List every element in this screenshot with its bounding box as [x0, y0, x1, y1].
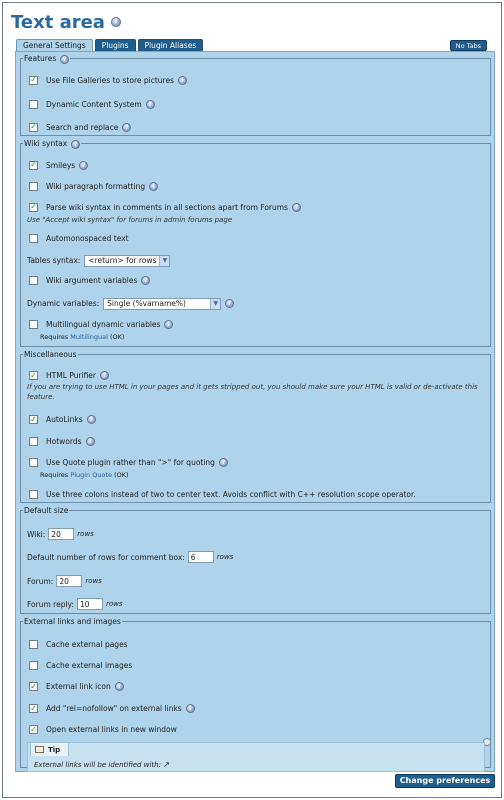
requires-suffix: (OK) [114, 471, 129, 479]
checkbox[interactable]: ✓ [30, 75, 37, 84]
help-icon[interactable]: ? [111, 17, 121, 27]
ext-nofollow [29, 704, 195, 713]
ext-new-window [29, 725, 177, 734]
info-icon[interactable]: i [115, 682, 124, 691]
dynamic-vars-value: Single (%varname%) [107, 299, 186, 308]
default-size-legend: Default size [24, 506, 69, 515]
tables-syntax-label: Tables syntax: [27, 256, 81, 265]
wiki-argvars [29, 276, 150, 285]
help-icon[interactable]: ? [71, 140, 80, 149]
feature-search-replace-label: Search and replace [46, 122, 119, 132]
help-icon[interactable]: ? [219, 458, 228, 467]
help-icon[interactable]: ? [292, 203, 301, 212]
dynamic-vars-select[interactable] [103, 298, 221, 310]
size-forum-row [27, 575, 102, 587]
checkbox[interactable] [29, 661, 38, 670]
checkbox[interactable]: ✓ [30, 202, 37, 211]
help-icon[interactable]: ? [79, 161, 88, 170]
size-forum-input[interactable]: 20 [56, 575, 82, 587]
features-legend: Features [24, 54, 57, 63]
checkbox[interactable] [29, 320, 38, 329]
checkbox[interactable]: ✓ [30, 160, 37, 169]
help-icon[interactable]: ? [100, 371, 109, 380]
checkbox[interactable]: ✓ [30, 681, 37, 691]
rows-unit: rows [105, 600, 123, 608]
wiki-paragraph [29, 182, 158, 191]
feature-file-galleries [29, 76, 187, 85]
size-comment-row [27, 551, 233, 563]
tab-plugins[interactable]: Plugins [95, 39, 136, 52]
feature-file-galleries-label: Use File Galleries to store pictures [46, 75, 174, 85]
tab-plugin-aliases[interactable]: Plugin Aliases [138, 39, 204, 52]
checkbox[interactable] [29, 640, 38, 649]
tab-general-settings[interactable]: General Settings [16, 39, 93, 52]
size-comment-label: Default number of rows for comment box: [27, 552, 185, 562]
ext-cache-images-label: Cache external images [46, 661, 133, 670]
size-reply-label: Forum reply: [27, 599, 74, 609]
checkbox[interactable] [29, 234, 38, 243]
wiki-multidyn-label: Multilingual dynamic variables [46, 319, 161, 329]
wiki-syntax-fieldset [20, 139, 491, 347]
multidyn-requires [40, 333, 124, 341]
size-wiki-input[interactable]: 20 [48, 528, 74, 540]
quote-requires [40, 471, 129, 479]
help-icon[interactable]: ? [86, 437, 95, 446]
ext-cache-pages-label: Cache external pages [46, 640, 128, 649]
wiki-parse-comments [29, 203, 301, 212]
size-reply-row [27, 598, 123, 610]
rows-unit: rows [77, 530, 94, 538]
help-icon[interactable]: ? [60, 55, 69, 64]
misc-hotwords-label: Hotwords [46, 437, 82, 446]
info-icon[interactable]: i [186, 704, 195, 713]
checkbox[interactable]: ✓ [30, 724, 37, 734]
tip-text-row [34, 760, 170, 769]
size-comment-input[interactable]: 6 [188, 551, 214, 563]
ext-nofollow-label: Add "rel=nofollow" on external links [46, 704, 182, 713]
help-icon[interactable]: ? [225, 299, 234, 308]
misc-purifier [29, 371, 109, 380]
page-frame [2, 2, 502, 798]
no-tabs-button[interactable]: No Tabs [450, 40, 487, 51]
misc-purifier-label: HTML Purifier [46, 371, 96, 380]
purifier-note-2: feature. [27, 393, 55, 401]
help-icon[interactable]: ? [141, 276, 150, 285]
checkbox[interactable] [29, 100, 38, 109]
checkbox[interactable]: ✓ [30, 703, 37, 713]
wiki-parse-comments-label: Parse wiki syntax in comments in all sections apart from Forums [46, 202, 288, 212]
title-row [11, 9, 121, 35]
external-link-icon: ↗ [163, 760, 170, 769]
wiki-multidyn [29, 320, 173, 329]
wiki-argvars-label: Wiki argument variables [46, 275, 138, 285]
dynamic-vars-row [27, 298, 234, 310]
requires-suffix: (OK) [110, 332, 125, 341]
ext-link-icon-label: External link icon [46, 682, 111, 691]
tables-syntax-value: <return> for rows [88, 256, 157, 265]
help-icon[interactable]: ? [87, 415, 96, 424]
wiki-smileys-label: Smileys [46, 160, 76, 170]
size-wiki-row [27, 528, 94, 540]
misc-autolinks [29, 415, 96, 424]
wiki-automono [29, 234, 129, 243]
rows-unit: rows [216, 553, 234, 561]
change-preferences-button[interactable]: Change preferences [395, 774, 495, 788]
misc-quote-label: Use Quote plugin rather than ">" for quoting [46, 458, 215, 467]
size-forum-label: Forum: [27, 576, 54, 586]
tip-header [30, 742, 69, 756]
feature-dynamic-content [29, 100, 155, 109]
checkbox[interactable] [29, 458, 38, 467]
feature-dynamic-content-label: Dynamic Content System [46, 99, 142, 109]
tip-title: Tip [48, 745, 61, 754]
rows-unit: rows [85, 577, 102, 585]
wiki-automono-label: Automonospaced text [46, 233, 129, 243]
checkbox[interactable] [29, 276, 38, 285]
wiki-parse-note: Use "Accept wiki syntax" for forums in admin forums page [27, 215, 233, 224]
chevron-down-icon: ▼ [159, 256, 169, 266]
plugin-quote-link[interactable]: Plugin Quote [70, 471, 113, 479]
size-reply-input[interactable]: 10 [77, 598, 103, 610]
misc-colons [29, 490, 416, 499]
checkbox[interactable] [29, 437, 38, 446]
info-icon[interactable]: i [149, 182, 158, 191]
multilingual-link[interactable]: Multilingual [70, 332, 108, 341]
default-size-fieldset [20, 506, 491, 614]
tip-text: External links will be identified with: [34, 761, 161, 769]
purifier-note-1: If you are trying to use HTML in your pages and it gets stripped out, you should make sure your HTML is valid or de-activate this [27, 383, 478, 391]
misc-quote [29, 458, 228, 467]
help-icon[interactable]: ? [146, 100, 155, 109]
misc-hotwords [29, 437, 95, 446]
external-fieldset [20, 617, 491, 768]
tables-syntax-select[interactable] [84, 255, 170, 267]
misc-autolinks-label: AutoLinks [46, 415, 83, 424]
checkbox[interactable]: ✓ [30, 414, 37, 424]
checkbox[interactable]: ✓ [30, 122, 37, 131]
wiki-paragraph-label: Wiki paragraph formatting [46, 181, 146, 191]
checkbox[interactable]: ✓ [30, 370, 37, 380]
checkbox[interactable] [29, 182, 38, 191]
feature-search-replace [29, 123, 131, 132]
chevron-down-icon: ▼ [210, 299, 220, 309]
requires-prefix: Requires [40, 471, 69, 479]
ext-new-window-label: Open external links in new window [46, 725, 177, 734]
book-icon [35, 746, 44, 753]
wiki-smileys [29, 161, 88, 170]
external-legend: External links and images [24, 617, 121, 626]
ext-link-icon [29, 682, 124, 691]
size-wiki-label: Wiki: [27, 529, 46, 539]
misc-legend: Miscellaneous [24, 350, 77, 359]
help-icon[interactable]: ? [122, 123, 131, 132]
features-fieldset [20, 54, 491, 136]
ext-cache-images [29, 661, 132, 670]
tables-syntax-row [27, 255, 170, 267]
tip-box [27, 742, 485, 772]
info-icon[interactable]: i [178, 76, 187, 85]
settings-panel [15, 51, 495, 772]
wiki-syntax-legend: Wiki syntax [24, 139, 68, 148]
page-title: Text area [11, 11, 105, 33]
requires-prefix: Requires [40, 332, 69, 341]
info-icon[interactable]: i [164, 320, 173, 329]
misc-colons-label: Use three colons instead of two to center text. Avoids conflict with C++ resolution scope operator. [46, 490, 416, 499]
misc-fieldset [20, 350, 491, 503]
dynamic-vars-label: Dynamic variables: [27, 299, 100, 308]
checkbox[interactable] [29, 490, 38, 499]
ext-cache-pages [29, 640, 128, 649]
